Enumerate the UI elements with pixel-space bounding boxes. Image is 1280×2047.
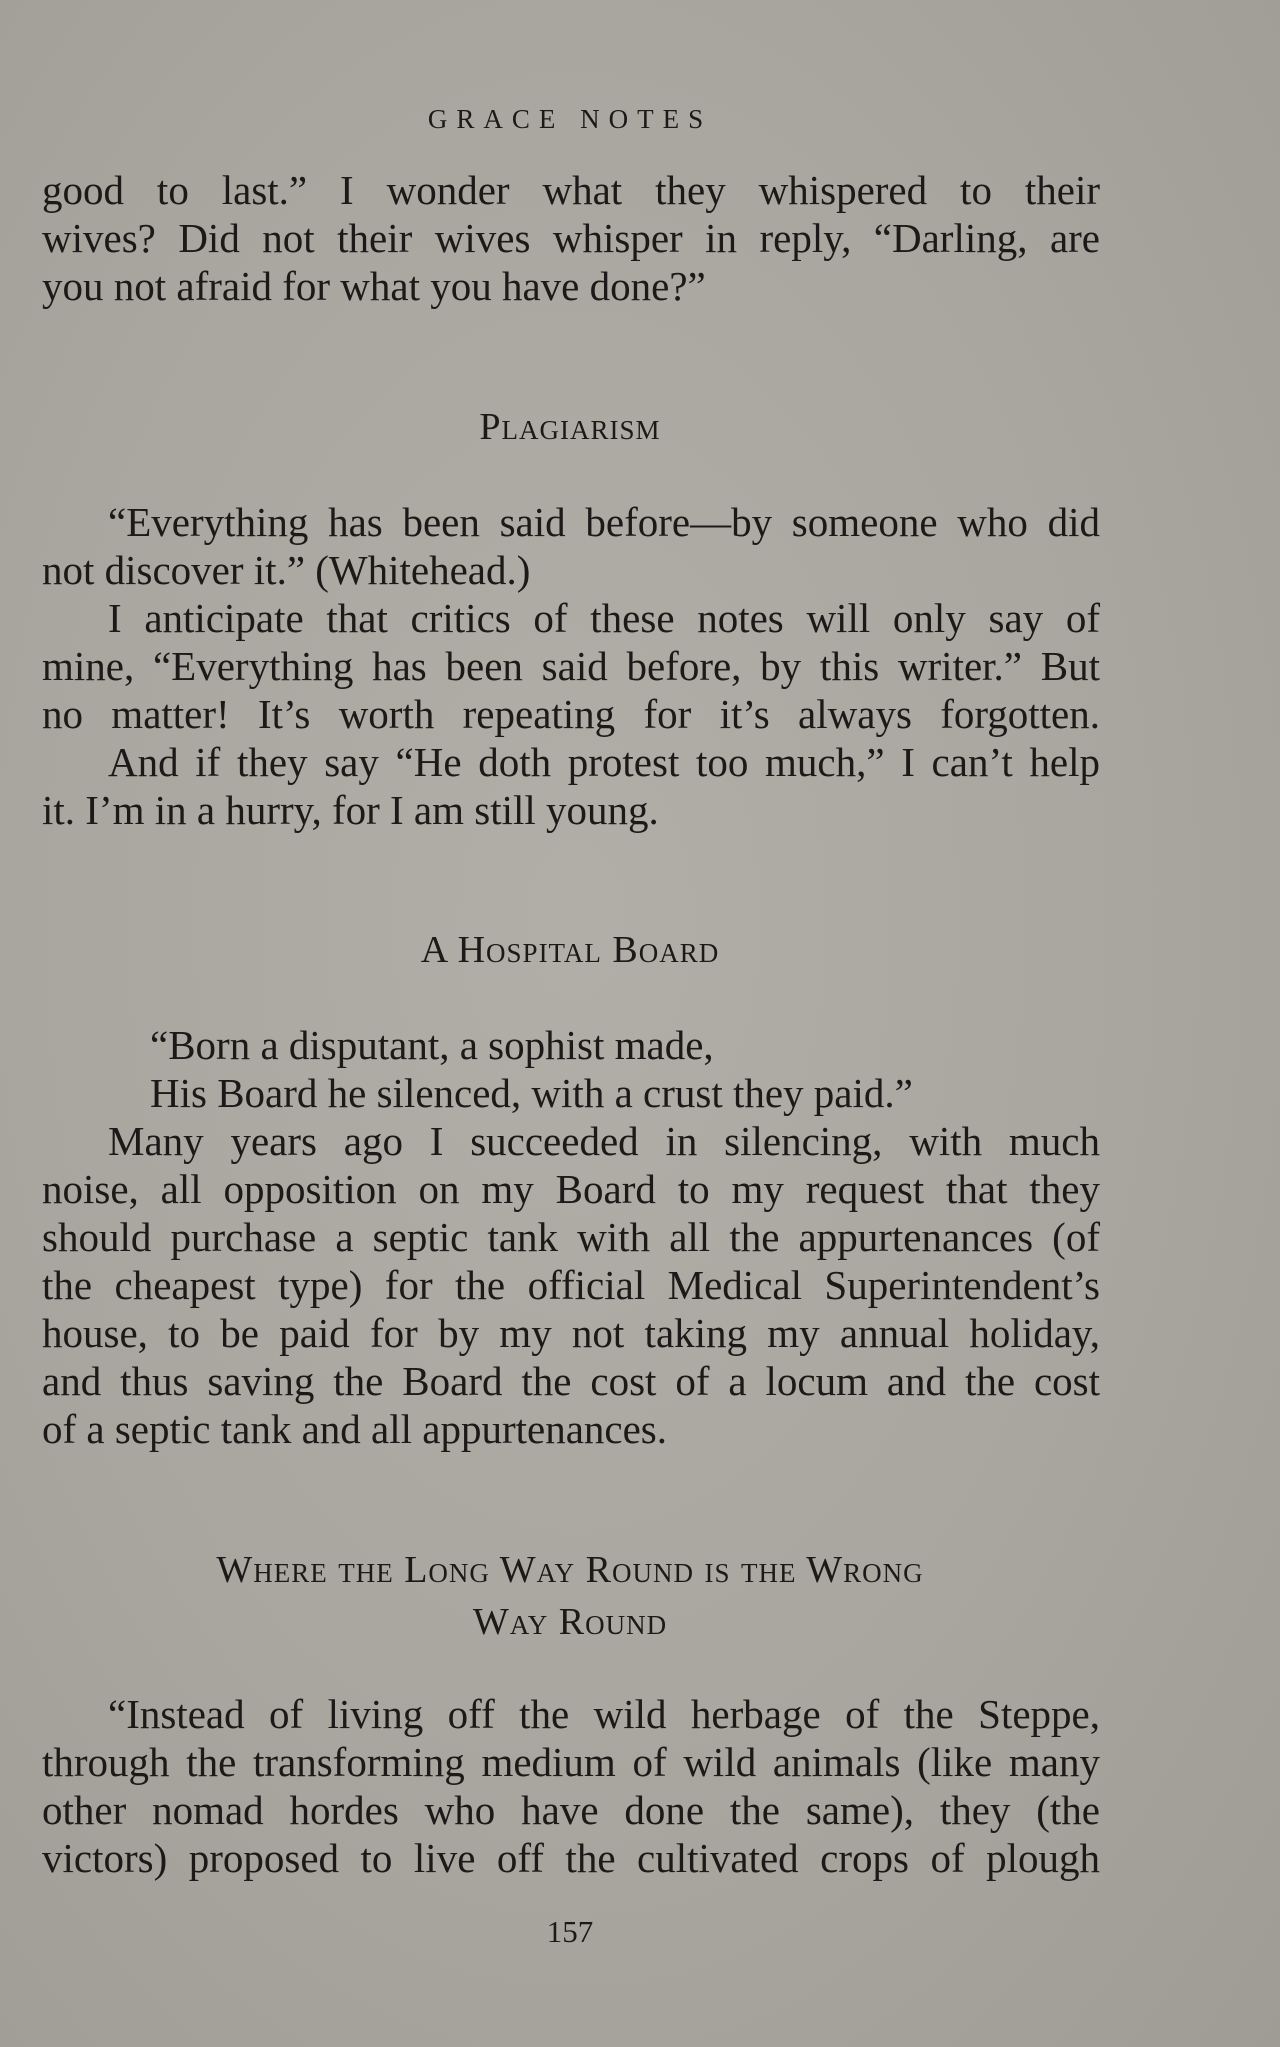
paragraph-line: it. I’m in a hurry, for I am still young. <box>42 787 659 833</box>
paragraph-line: victors) proposed to live off the cultivated crops of plough <box>42 1835 1100 1881</box>
paragraph-line: wives? Did not their wives whisper in reply, “Darling, are <box>42 215 1100 261</box>
paragraph-line: through the transforming medium of wild animals (like many <box>42 1739 1100 1785</box>
paragraph-line: And if they say “He doth protest too much,” I can’t help <box>108 739 1100 785</box>
paragraph-line: of a septic tank and all appurtenances. <box>42 1406 667 1452</box>
paragraph-line: I anticipate that critics of these notes will only say of <box>108 595 1100 641</box>
paragraph-line: good to last.” I wonder what they whispered to their <box>42 167 1100 213</box>
paragraph-line: noise, all opposition on my Board to my request that they <box>42 1166 1100 1212</box>
paragraph-line: not discover it.” (Whitehead.) <box>42 547 531 593</box>
paragraph-line: Many years ago I succeeded in silencing, with much <box>108 1118 1100 1164</box>
paragraph-line: you not afraid for what you have done?” <box>42 263 706 309</box>
paragraph-line: “Instead of living off the wild herbage of the Steppe, <box>108 1691 1100 1737</box>
paragraph-line: other nomad hordes who have done the same), they (the <box>42 1787 1100 1833</box>
paragraph-line: house, to be paid for by my not taking my annual holiday, <box>42 1310 1100 1356</box>
paragraph-line: no matter! It’s worth repeating for it’s always forgotten. <box>42 691 1100 737</box>
page-number: 157 <box>546 1914 594 1949</box>
section-heading-plagiarism: Plagiarism <box>479 406 661 448</box>
verse-line: His Board he silenced, with a crust they paid.” <box>150 1070 913 1116</box>
section-heading-hospital-board: A Hospital Board <box>420 929 720 971</box>
running-head: GRACE NOTES <box>427 104 713 134</box>
verse-line: “Born a disputant, a sophist made, <box>150 1022 714 1068</box>
paragraph-line: mine, “Everything has been said before, by this writer.” But <box>42 643 1100 689</box>
section-heading-long-way-round-cont: Way Round <box>472 1601 668 1643</box>
paragraph-line: the cheapest type) for the official Medical Superintendent’s <box>42 1262 1100 1308</box>
paragraph-line: and thus saving the Board the cost of a locum and the cost <box>42 1358 1100 1404</box>
paragraph-line: should purchase a septic tank with all the appurtenances (of <box>42 1214 1100 1260</box>
section-heading-long-way-round: Where the Long Way Round is the Wrong <box>216 1549 924 1591</box>
paragraph-line: “Everything has been said before—by someone who did <box>108 499 1100 545</box>
